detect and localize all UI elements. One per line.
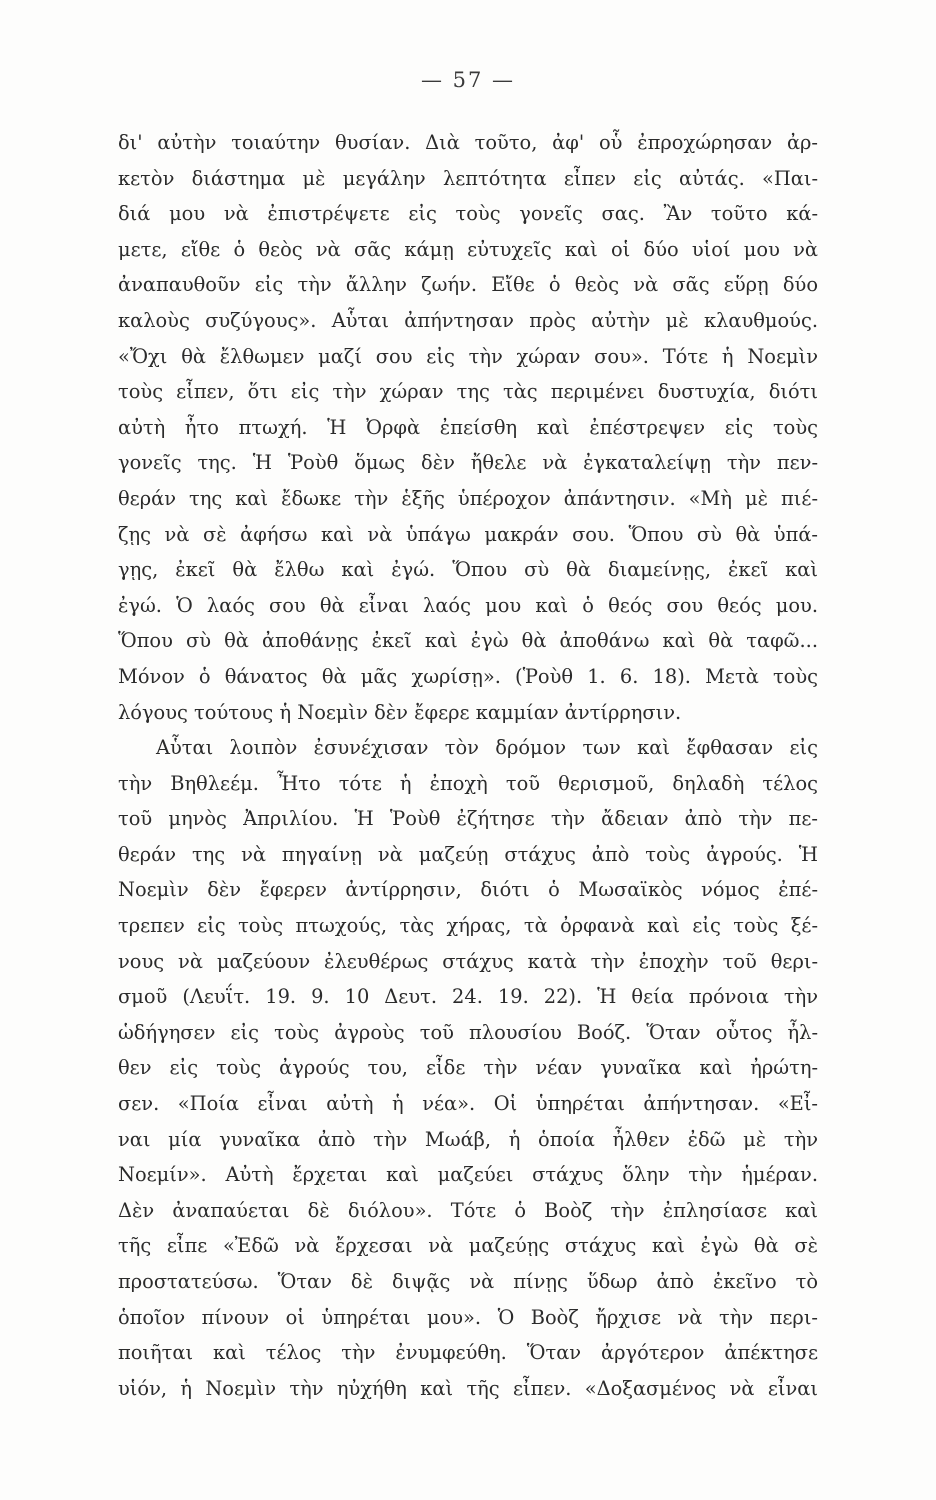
text-line: τοὺς εἶπεν, ὅτι εἰς τὴν χώραν της τὰς περιμένει δυστυχία, διότι bbox=[118, 380, 818, 404]
text-line: «Ὄχι θὰ ἔλθωμεν μαζί σου εἰς τὴν χώραν σου». Τότε ἡ Νοεμὶν bbox=[118, 344, 818, 368]
text-line: καλοὺς συζύγους». Αὗται ἀπήντησαν πρὸς αὐτὴν μὲ κλαυθμούς. bbox=[118, 308, 818, 332]
text-line: τὴν Βηθλεέμ. Ἦτο τότε ἡ ἐποχὴ τοῦ θερισμοῦ, δηλαδὴ τέλος bbox=[118, 771, 818, 795]
text-line: ὁποῖον πίνουν οἱ ὑπηρέται μου». Ὁ Βοὸζ ἤρχισε νὰ τὴν περι- bbox=[118, 1305, 818, 1329]
text-line: ζῃς νὰ σὲ ἀφήσω καὶ νὰ ὑπάγω μακράν σου. Ὅπου σὺ θὰ ὑπά- bbox=[118, 522, 818, 546]
text-line: Δὲν ἀναπαύεται δὲ διόλου». Τότε ὁ Βοὸζ τὴν ἐπλησίασε καὶ bbox=[118, 1198, 818, 1222]
text-line: τοῦ μηνὸς Ἀπριλίου. Ἡ Ῥοὺθ ἐζήτησε τὴν ἄδειαν ἀπὸ τὴν πε- bbox=[118, 807, 818, 831]
text-line: σεν. «Ποία εἶναι αὐτὴ ἡ νέα». Οἱ ὑπηρέται ἀπήντησαν. «Εἶ- bbox=[118, 1092, 818, 1116]
text-line: κετὸν διάστημα μὲ μεγάλην λεπτότητα εἶπεν εἰς αὐτάς. «Παι- bbox=[118, 166, 818, 190]
text-line: γονεῖς της. Ἡ Ῥοὺθ ὅμως δὲν ἤθελε νὰ ἐγκαταλείψῃ τὴν πεν- bbox=[118, 451, 818, 475]
text-line: προστατεύσω. Ὅταν δὲ διψᾷς νὰ πίνῃς ὕδωρ ἀπὸ ἐκεῖνο τὸ bbox=[118, 1270, 818, 1293]
text-line: υἱόν, ἡ Νοεμὶν τὴν ηὐχήθη καὶ τῆς εἶπεν. «Δοξασμένος νὰ εἶναι bbox=[118, 1376, 818, 1400]
body-text bbox=[118, 125, 818, 1406]
text-line: Αὗται λοιπὸν ἐσυνέχισαν τὸν δρόμον των καὶ ἔφθασαν εἰς bbox=[156, 736, 818, 760]
text-line: θεν εἰς τοὺς ἀγρούς του, εἶδε τὴν νέαν γυναῖκα καὶ ἠρώτη- bbox=[118, 1056, 818, 1080]
text-line: τρεπεν εἰς τοὺς πτωχούς, τὰς χήρας, τὰ ὀρφανὰ καὶ εἰς τοὺς ξέ- bbox=[118, 914, 818, 938]
text-line: ποιῆται καὶ τέλος τὴν ἐνυμφεύθη. Ὅταν ἀργότερον ἀπέκτησε bbox=[118, 1341, 818, 1365]
text-line: θεράν της νὰ πηγαίνῃ νὰ μαζεύῃ στάχυς ἀπὸ τοὺς ἀγρούς. Ἡ bbox=[118, 842, 818, 866]
text-line: ὡδήγησεν εἰς τοὺς ἀγροὺς τοῦ πλουσίου Βοόζ. Ὅταν οὗτος ἦλ- bbox=[118, 1020, 818, 1044]
text-line: Μόνον ὁ θάνατος θὰ μᾶς χωρίσῃ». (Ῥοὺθ 1. 6. 18). Μετὰ τοὺς bbox=[118, 664, 818, 688]
text-line: δι' αὐτὴν τοιαύτην θυσίαν. Διὰ τοῦτο, ἀφ' οὗ ἐπροχώρησαν ἀρ- bbox=[118, 131, 818, 154]
page-number: — 57 — bbox=[420, 68, 516, 92]
text-line: Ὅπου σὺ θὰ ἀποθάνῃς ἐκεῖ καὶ ἐγὼ θὰ ἀποθάνω καὶ θὰ ταφῶ... bbox=[118, 629, 818, 653]
text-line: ναι μία γυναῖκα ἀπὸ τὴν Μωάβ, ἡ ὁποία ἦλθεν ἐδῶ μὲ τὴν bbox=[118, 1127, 818, 1151]
text-line: Νοεμὶν δὲν ἔφερεν ἀντίρρησιν, διότι ὁ Μωσαϊκὸς νόμος ἐπέ- bbox=[118, 878, 818, 902]
text-line: μετε, εἴθε ὁ θεὸς νὰ σᾶς κάμῃ εὐτυχεῖς καὶ οἱ δύο υἱοί μου νὰ bbox=[118, 237, 818, 261]
text-line: τῆς εἶπε «Ἐδῶ νὰ ἔρχεσαι νὰ μαζεύῃς στάχυς καὶ ἐγὼ θὰ σὲ bbox=[118, 1234, 818, 1258]
text-line: Νοεμίν». Αὐτὴ ἔρχεται καὶ μαζεύει στάχυς ὅλην τὴν ἡμέραν. bbox=[118, 1163, 818, 1187]
text-line: νους νὰ μαζεύουν ἐλευθέρως στάχυς κατὰ τὴν ἐποχὴν τοῦ θερι- bbox=[118, 949, 818, 973]
text-line: ἐγώ. Ὁ λαός σου θὰ εἶναι λαός μου καὶ ὁ θεός σου θεός μου. bbox=[118, 593, 818, 617]
text-line: σμοῦ (Λευΐτ. 19. 9. 10 Δευτ. 24. 19. 22). Ἡ θεία πρόνοια τὴν bbox=[118, 985, 818, 1009]
text-line: ἀναπαυθοῦν εἰς τὴν ἄλλην ζωήν. Εἴθε ὁ θεὸς νὰ σᾶς εὕρῃ δύο bbox=[118, 273, 818, 297]
text-line: γῃς, ἐκεῖ θὰ ἔλθω καὶ ἐγώ. Ὅπου σὺ θὰ διαμείνῃς, ἐκεῖ καὶ bbox=[118, 558, 818, 582]
text-line: αὐτὴ ἦτο πτωχή. Ἡ Ὀρφὰ ἐπείσθη καὶ ἐπέστρεψεν εἰς τοὺς bbox=[118, 415, 818, 439]
text-line: διά μου νὰ ἐπιστρέψετε εἰς τοὺς γονεῖς σας. Ἂν τοῦτο κά- bbox=[118, 202, 818, 226]
text-line: λόγους τούτους ἡ Νοεμὶν δὲν ἔφερε καμμίαν ἀντίρρησιν. bbox=[118, 700, 682, 724]
text-line: θεράν της καὶ ἔδωκε τὴν ἑξῆς ὑπέροχον ἀπάντησιν. «Μὴ μὲ πιέ- bbox=[118, 486, 818, 510]
